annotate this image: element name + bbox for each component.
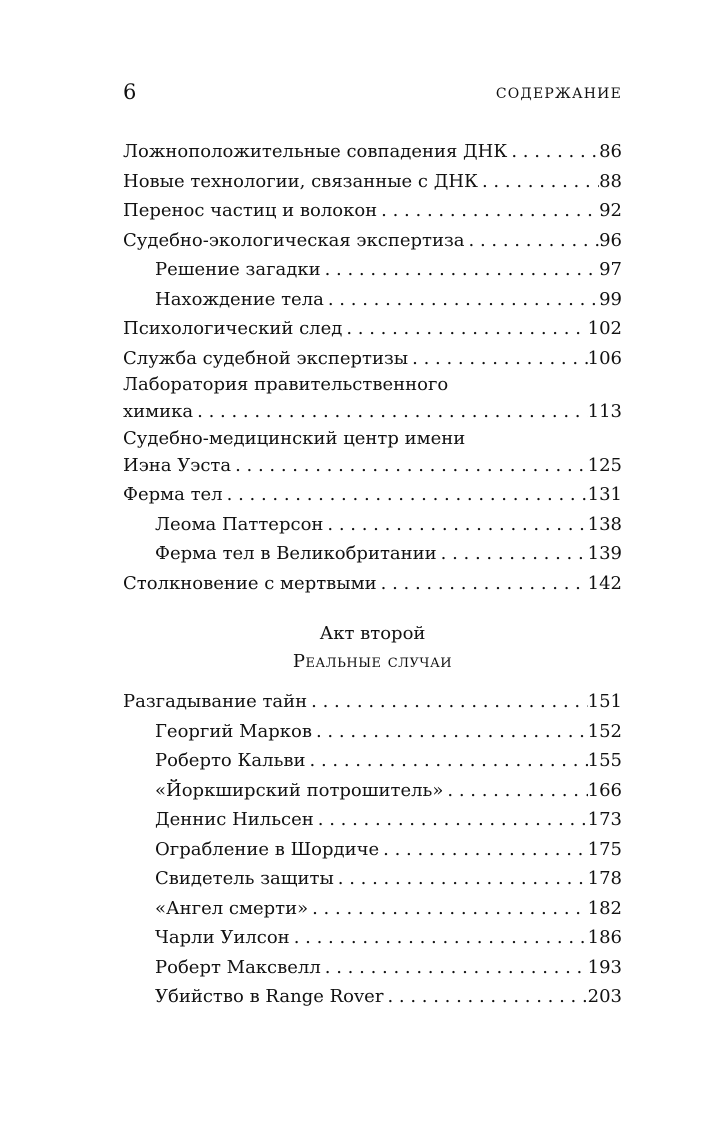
- toc-entry[interactable]: [123, 451, 622, 481]
- toc-entry[interactable]: [123, 569, 622, 599]
- toc-entry-page: 155: [587, 750, 622, 771]
- dot-leader: [321, 953, 588, 983]
- toc-entry-title: Ферма тел в Великобритании: [155, 543, 437, 564]
- toc-entry-title: Убийство в Range Rover: [155, 986, 384, 1007]
- toc-entry-page: 113: [587, 401, 622, 422]
- toc-entry-title: Леома Паттерсон: [155, 513, 324, 535]
- dot-leader: [377, 196, 599, 226]
- toc-entry-page: 193: [587, 956, 622, 978]
- dot-leader: [342, 314, 587, 344]
- toc-entry[interactable]: [123, 746, 622, 776]
- toc-entry[interactable]: [123, 982, 622, 1012]
- toc-entry-page: 175: [587, 838, 622, 860]
- toc-entry[interactable]: [123, 687, 622, 717]
- toc-entry-title: Перенос частиц и волокон: [123, 200, 378, 221]
- page-number: 6: [123, 80, 137, 104]
- toc-entry-title: Решение загадки: [155, 259, 321, 280]
- toc-entry[interactable]: [123, 835, 622, 865]
- toc-entry-title: Иэна Уэста: [123, 454, 232, 476]
- dot-leader: [408, 344, 588, 374]
- toc-entry-title: Служба судебной экспертизы: [123, 347, 409, 369]
- toc-part-one: [123, 137, 622, 598]
- toc-entry-title: Чарли Уилсон: [155, 927, 290, 948]
- toc-entry-title: Судебно-экологическая экспертиза: [123, 229, 465, 251]
- toc-entry[interactable]: [123, 314, 622, 344]
- toc-entry-page: 125: [587, 454, 622, 476]
- toc-entry-page: 138: [587, 513, 622, 535]
- dot-leader: [478, 167, 599, 197]
- dot-leader: [334, 864, 588, 894]
- toc-entry[interactable]: [123, 953, 622, 983]
- toc-entry-page: 166: [587, 779, 622, 801]
- toc-entry[interactable]: [123, 344, 622, 374]
- toc-entry-page: 92: [599, 200, 622, 221]
- dot-leader: [223, 480, 588, 510]
- toc-entry-page: 131: [587, 484, 622, 505]
- toc-entry-title: Деннис Нильсен: [155, 809, 314, 830]
- toc-entry[interactable]: [123, 255, 622, 285]
- toc-entry-title: Георгий Марков: [155, 720, 312, 742]
- toc-entry-page: 203: [587, 986, 622, 1007]
- toc-entry-page: 97: [599, 259, 622, 280]
- dot-leader: [379, 835, 588, 865]
- toc-entry-title: Ферма тел: [123, 484, 223, 505]
- toc-entry-title: Свидетель защиты: [155, 868, 334, 889]
- toc-entry-title-line: [123, 373, 622, 397]
- dot-leader: [437, 539, 588, 569]
- toc-entry-title: Роберт Максвелл: [155, 956, 321, 978]
- toc-entry[interactable]: [123, 805, 622, 835]
- dot-leader: [377, 569, 588, 599]
- toc-part-two: [123, 687, 622, 1012]
- toc-entry[interactable]: [123, 894, 622, 924]
- dot-leader: [323, 510, 587, 540]
- toc-entry[interactable]: [123, 510, 622, 540]
- toc-entry-page: 173: [587, 809, 622, 830]
- dot-leader: [231, 451, 588, 481]
- toc-entry-title: «Ангел смерти»: [155, 897, 309, 919]
- dot-leader: [324, 285, 599, 315]
- toc-entry[interactable]: [123, 717, 622, 747]
- toc-entry-title: Столкновение с мертвыми: [123, 572, 377, 594]
- toc-entry-page: 142: [587, 572, 622, 594]
- toc-entry[interactable]: [123, 923, 622, 953]
- running-head: СОДЕРЖАНИЕ: [495, 86, 622, 102]
- toc-entry-title: Лаборатория правительственного: [123, 374, 449, 395]
- toc-entry[interactable]: [123, 137, 622, 167]
- dot-leader: [306, 746, 588, 776]
- toc-entry-page: 151: [587, 691, 622, 712]
- dot-leader: [312, 717, 588, 747]
- dot-leader: [321, 255, 600, 285]
- toc-entry-page: 99: [599, 288, 622, 310]
- toc-entry-title: химика: [123, 401, 194, 422]
- dot-leader: [290, 923, 588, 953]
- toc-entry-page: 178: [587, 868, 622, 889]
- page-header: [123, 80, 622, 110]
- dot-leader: [307, 687, 587, 717]
- dot-leader: [465, 226, 600, 256]
- dot-leader: [308, 894, 588, 924]
- act-subtitle: Реальные случаи: [292, 651, 453, 672]
- toc-entry[interactable]: [123, 196, 622, 226]
- toc-entry-title: Роберто Кальви: [155, 750, 306, 771]
- toc-entry[interactable]: [123, 539, 622, 569]
- toc-entry-page: 86: [599, 141, 622, 162]
- toc-entry-page: 88: [599, 170, 622, 192]
- toc-entry[interactable]: [123, 397, 622, 427]
- toc-entry-page: 96: [599, 229, 622, 251]
- toc-entry-title: Нахождение тела: [155, 288, 324, 310]
- act-title: Акт второй: [319, 623, 426, 644]
- toc-entry[interactable]: [123, 864, 622, 894]
- dot-leader: [314, 805, 588, 835]
- toc-entry-page: 102: [587, 318, 622, 339]
- toc-entry[interactable]: [123, 226, 622, 256]
- act-heading: [123, 620, 622, 676]
- dot-leader: [443, 776, 587, 806]
- toc-entry-title-line: [123, 427, 622, 451]
- toc-entry[interactable]: [123, 480, 622, 510]
- dot-leader: [507, 137, 599, 167]
- toc-entry-title: Разгадывание тайн: [123, 691, 308, 712]
- toc-entry-title: Ограбление в Шордиче: [155, 838, 380, 860]
- toc-entry-page: 152: [587, 720, 622, 742]
- toc-entry-page: 182: [587, 897, 622, 919]
- toc-entry[interactable]: [123, 776, 622, 806]
- toc-entry-title: Новые технологии, связанные с ДНК: [123, 170, 478, 192]
- toc-entry-title: Судебно-медицинский центр имени: [123, 427, 466, 449]
- toc-entry[interactable]: [123, 167, 622, 197]
- dot-leader: [383, 982, 587, 1012]
- toc-entry-page: 186: [587, 927, 622, 948]
- toc-entry-title: Психологический след: [123, 318, 343, 339]
- toc-entry-title: Ложноположительные совпадения ДНК: [123, 141, 508, 162]
- toc-entry-page: 106: [587, 347, 622, 369]
- toc-entry-page: 139: [587, 543, 622, 564]
- dot-leader: [193, 397, 588, 427]
- toc-entry[interactable]: [123, 285, 622, 315]
- toc-entry-title: «Йоркширский потрошитель»: [155, 779, 444, 801]
